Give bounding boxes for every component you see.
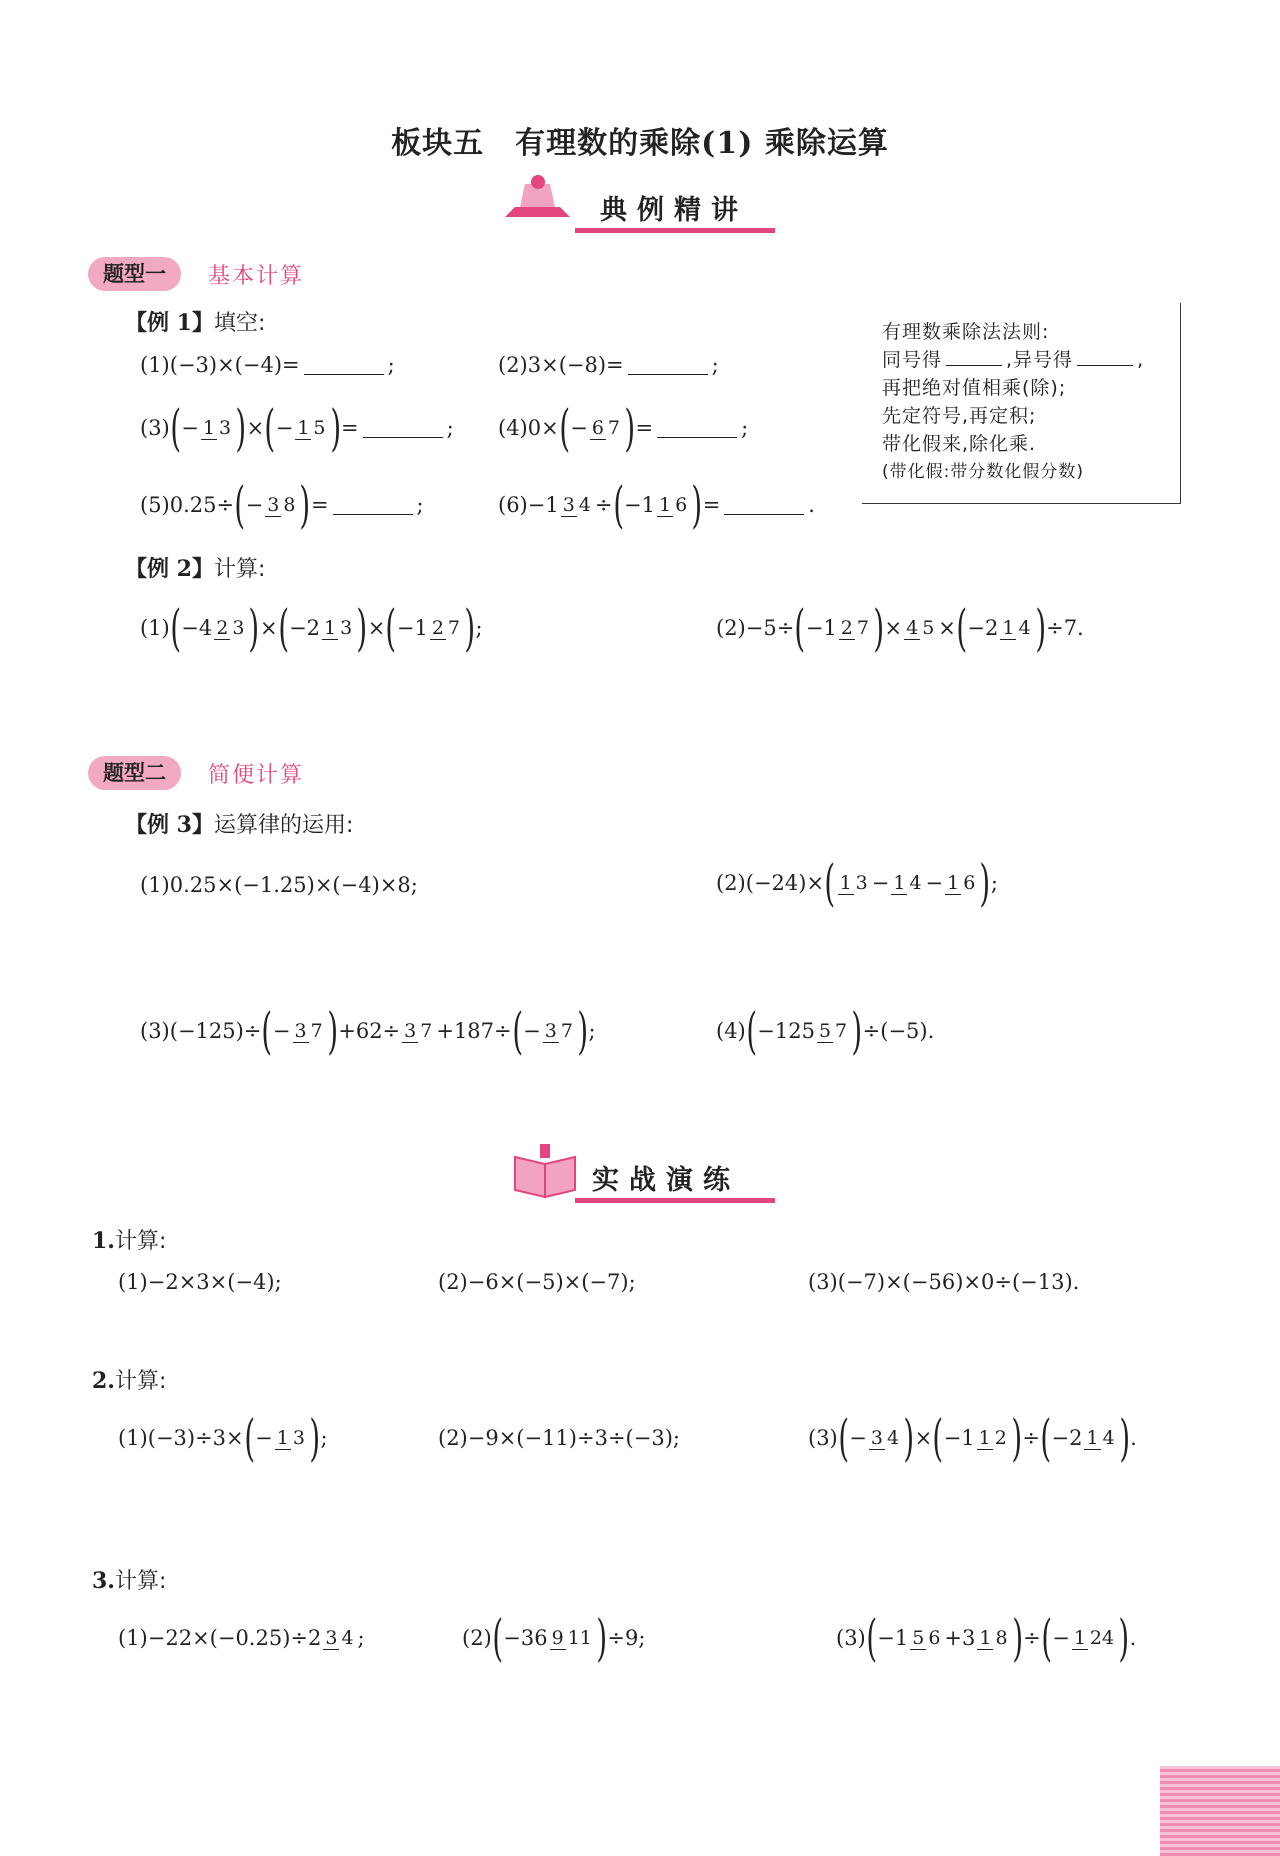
- example-2-heading: 【例 2】计算:: [125, 556, 266, 582]
- ex1-p3: (3) ( − 1 3 ) × ( − 1 5 ) = ;: [140, 399, 454, 457]
- q1-a: (1)−2×3×(−4);: [118, 1270, 282, 1294]
- ex1-p6: (6)−1 3 4 ÷ ( −1 1 6 ) = .: [498, 476, 815, 534]
- type-badge: 题型一: [88, 257, 181, 291]
- q3-a: (1)−22×(−0.25)÷2 3 4 ;: [118, 1626, 365, 1650]
- q2-c: (3) ( − 3 4 ) × ( −1 1 2 ) ÷ ( −2 1 4 ) .: [808, 1409, 1137, 1467]
- example-3-heading: 【例 3】运算律的运用:: [125, 812, 354, 838]
- question-3-heading: 3.计算:: [92, 1568, 167, 1594]
- ex3-p2: (2)(−24)× ( 1 3 − 1 4 − 1 6 ) ;: [716, 854, 998, 912]
- q1-c: (3)(−7)×(−56)×0÷(−13).: [808, 1270, 1080, 1294]
- ex1-p5: (5)0.25÷ ( − 3 8 ) = ;: [140, 476, 424, 534]
- banner-underline: [575, 1198, 775, 1203]
- example-1-heading: 【例 1】填空:: [125, 310, 266, 336]
- ex2-p2: (2)−5÷ ( −1 2 7 ) × 4 5 × ( −2 1 4 ) ÷7.: [716, 599, 1084, 657]
- ex1-p4: (4)0× ( − 6 7 ) = ;: [498, 399, 749, 457]
- question-2-heading: 2.计算:: [92, 1368, 167, 1394]
- ex2-p1: (1) ( −4 2 3 ) × ( −2 1 3 ) × ( −1 2 7 ) ;: [140, 599, 483, 657]
- lecture-icon: [500, 172, 580, 232]
- q2-a: (1)(−3)÷3× ( − 1 3 ) ;: [118, 1409, 328, 1467]
- ex1-p2: (2)3×(−8)= ;: [498, 353, 719, 377]
- banner-underline: [575, 228, 775, 233]
- banner-title: 实战演练: [592, 1165, 740, 1196]
- type-name: 基本计算: [208, 264, 305, 289]
- practice-banner: [510, 1142, 800, 1206]
- type-badge: 题型二: [88, 756, 181, 790]
- type-name: 简便计算: [208, 763, 305, 788]
- page-title: 板块五 有理数的乘除(1) 乘除运算: [391, 126, 889, 161]
- q1-b: (2)−6×(−5)×(−7);: [438, 1270, 636, 1294]
- example-banner: [500, 172, 790, 236]
- ex1-p1: (1)(−3)×(−4)= ;: [140, 353, 395, 377]
- page-corner-decoration: [1160, 1766, 1280, 1856]
- question-1-heading: 1.计算:: [92, 1228, 167, 1254]
- q3-b: (2) ( −36 9 11 ) ÷9;: [462, 1609, 646, 1667]
- q3-c: (3) ( −1 5 6 +3 1 8 ) ÷ ( − 1 24 ) .: [836, 1609, 1137, 1667]
- book-icon: [510, 1142, 580, 1202]
- ex3-p1: (1)0.25×(−1.25)×(−4)×8;: [140, 873, 418, 897]
- ex3-p4: (4) ( −125 5 7 ) ÷(−5).: [716, 1002, 935, 1060]
- ex3-p3: (3)(−125)÷ ( − 3 7 ) +62÷ 3 7 +187÷ ( − 3 7 ) ;: [140, 1002, 596, 1060]
- rules-note-box: 有理数乘除法法则: 同号得 ,异号得 , 再把绝对值相乘(除); 先定符号,再定积; 带化假来,除化乘. (带化假:带分数化假分数): [862, 303, 1181, 504]
- banner-title: 典例精讲: [600, 195, 748, 226]
- q2-b: (2)−9×(−11)÷3÷(−3);: [438, 1426, 680, 1450]
